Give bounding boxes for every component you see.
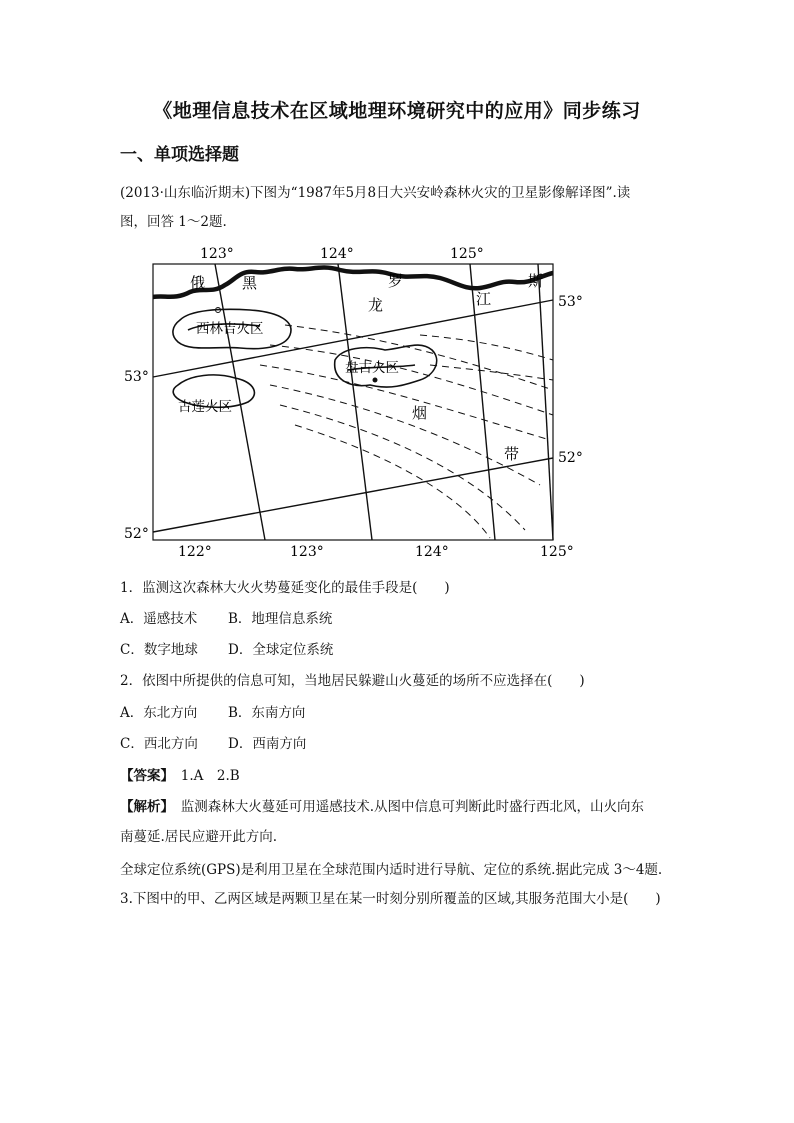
- intro-text-line-2: 图，回答 1～2题.: [120, 214, 227, 230]
- q2-option-a: A．东北方向: [120, 705, 198, 721]
- russia-label-1: 俄: [190, 274, 206, 292]
- q1-option-a: A．遥感技术: [120, 611, 198, 627]
- answer-line: [120, 764, 240, 784]
- top-lon-label-124: 124°: [320, 246, 354, 262]
- map-svg: [120, 240, 590, 560]
- question-1: 1．监测这次森林大火火势蔓延变化的最佳手段是( ): [120, 580, 450, 596]
- smoke-band-lines: [260, 325, 553, 538]
- q2-options-row-1: [120, 701, 305, 721]
- bottom-lon-label-124: 124°: [415, 544, 449, 560]
- russia-label-3: 斯: [528, 272, 544, 290]
- river-label-2: 龙: [368, 296, 384, 314]
- q2-option-b: B．东南方向: [228, 705, 306, 721]
- q1-option-d: D．全球定位系统: [228, 642, 334, 658]
- section-heading: 一、单项选择题: [120, 145, 239, 165]
- analysis-label: 【解析】: [120, 799, 168, 815]
- longitude-line-right: [538, 264, 553, 540]
- q1-option-c: C．数字地球: [120, 642, 198, 658]
- q1-options-row-2: [120, 638, 333, 658]
- gps-intro-line: 全球定位系统(GPS)是利用卫星在全球范围内适时进行导航、定位的系统.据此完成 3～4题.: [120, 862, 663, 878]
- analysis-line-2: 南蔓延.居民应避开此方向.: [120, 829, 278, 845]
- q2-option-d: D．西南方向: [228, 736, 307, 752]
- bottom-lon-label-125: 125°: [540, 544, 574, 560]
- page-title: 《地理信息技术在区域地理环境研究中的应用》同步练习: [153, 100, 641, 122]
- answer-label: 【答案】: [120, 768, 168, 784]
- top-lon-label-123: 123°: [200, 246, 234, 262]
- fire-satellite-map: [120, 240, 590, 560]
- pangu-fire-zone-label: 盘古火区: [345, 360, 399, 376]
- q2-options-row-2: [120, 732, 306, 752]
- right-lat-label-53: 53°: [558, 294, 583, 310]
- bottom-lon-label-123: 123°: [290, 544, 324, 560]
- intro-text-line-1: (2013·山东临沂期末)下图为“1987年5月8日大兴安岭森林火灾的卫星影像解译图”.读: [120, 185, 631, 201]
- river-label-3: 江: [476, 290, 492, 308]
- russia-label-2: 罗: [388, 272, 404, 290]
- q1-option-b: B．地理信息系统: [228, 611, 333, 627]
- longitude-line-124: [338, 264, 372, 540]
- gulian-fire-zone-label: 古莲火区: [178, 399, 232, 415]
- bottom-lon-label-122: 122°: [178, 544, 212, 560]
- question-2: 2．依图中所提供的信息可知，当地居民躲避山火蔓延的场所不应选择在( ): [120, 673, 585, 689]
- left-lat-label-53: 53°: [124, 369, 149, 385]
- right-lat-label-52: 52°: [558, 450, 583, 466]
- smoke-label-2: 带: [504, 445, 520, 463]
- river-label-1: 黑: [242, 274, 258, 292]
- top-lon-label-125: 125°: [450, 246, 484, 262]
- q1-options-row-1: [120, 607, 332, 627]
- question-3: 3.下图中的甲、乙两区域是两颗卫星在某一时刻分别所覆盖的区域,其服务范围大小是( ): [120, 891, 661, 907]
- analysis-line-1: [120, 795, 644, 815]
- border-river-line: [153, 268, 553, 297]
- left-lat-label-52: 52°: [124, 526, 149, 542]
- xilinji-fire-zone-label: 西林吉火区: [196, 321, 264, 337]
- answer-text: 1.A 2.B: [180, 768, 240, 784]
- smoke-label-1: 烟: [412, 404, 428, 422]
- analysis-text-1: 监测森林大火蔓延可用遥感技术.从图中信息可判断此时盛行西北风，山火向东: [180, 799, 645, 815]
- map-dot-fill: [373, 378, 378, 383]
- q2-option-c: C．西北方向: [120, 736, 198, 752]
